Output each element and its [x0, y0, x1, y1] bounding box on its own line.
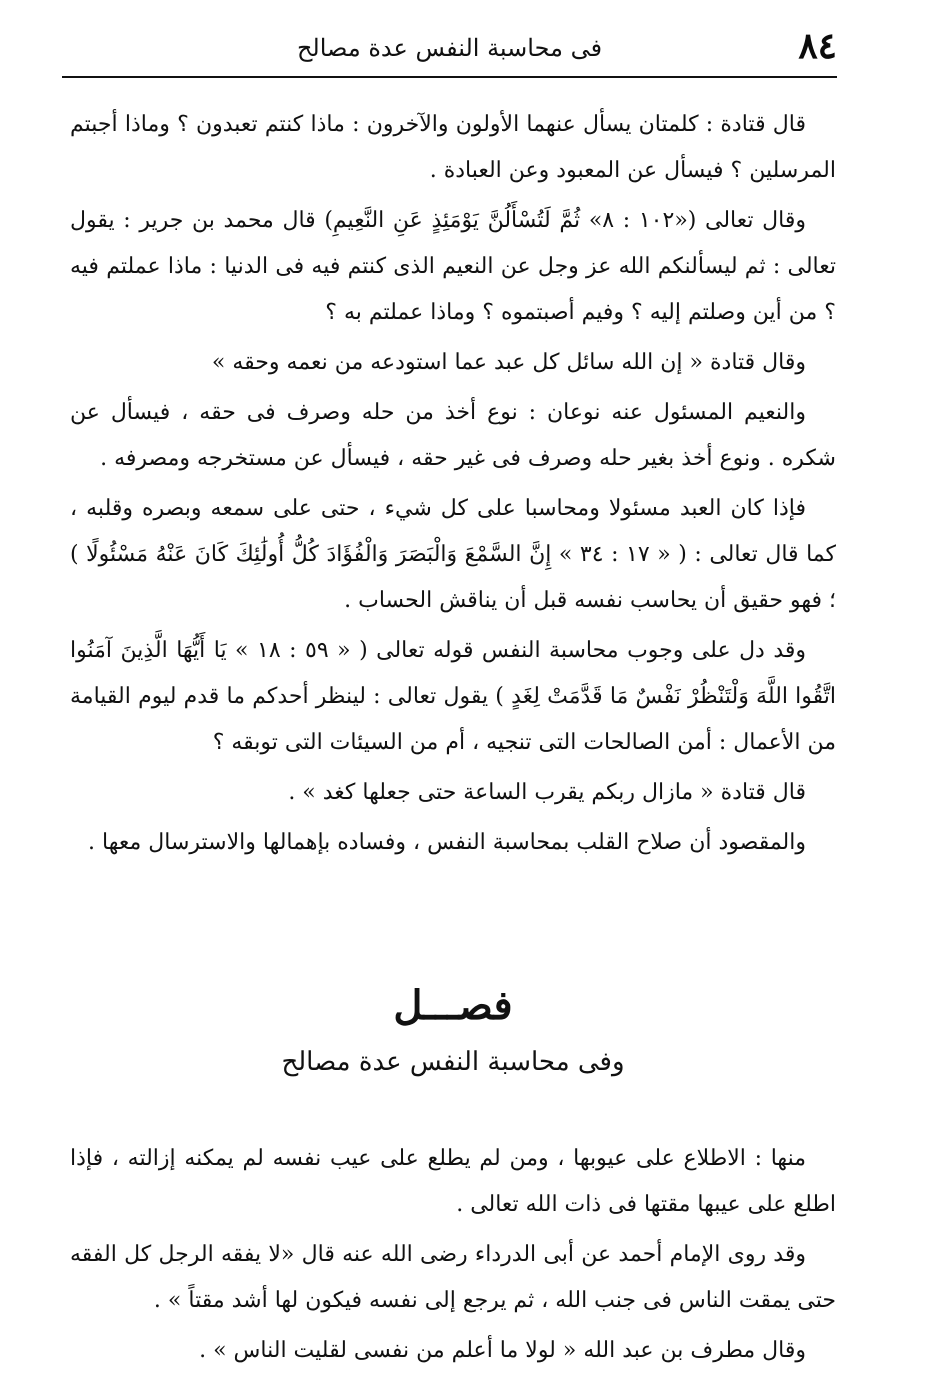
paragraph-uyub: منها : الاطلاع على عيوبها ، ومن لم يطلع على عيب نفسه لم يمكنه إزالته ، فإذا اطلع على عيبها مقتها فى ذات الله تعالى .: [70, 1146, 836, 1217]
paragraph-verse-nain: وقال تعالى («١٠٢ : ٨» ثُمَّ لَتُسْأَلُنَّ يَوْمَئِذٍ عَنِ النَّعِيمِ) قال محمد بن جرير : يقول تعالى : ثم ليسألنكم الله عز وجل عن النعيم الذى كنتم فيه فى الدنيا : ماذا عملتم فيه ؟ من أين وصلتم إليه ؟ وفيم أصبتموه ؟ وماذا عملتم به ؟: [70, 208, 836, 325]
page-header: [62, 22, 837, 78]
paragraph-two-kinds: والنعيم المسئول عنه نوعان : نوع أخذ من حله وصرف فى حقه ، فيسأل عن شكره . ونوع أخذ بغير حله وصرف فى غير حقه ، فيسأل عن مستخرجه ومصرفه .: [70, 400, 836, 471]
paragraph-maqsud: والمقصود أن صلاح القلب بمحاسبة النفس ، وفساده بإهمالها والاسترسال معها .: [88, 830, 806, 855]
paragraph-qatada-two-words: قال قتادة : كلمتان يسأل عنهما الأولون والآخرون : ماذا كنتم تعبدون ؟ وماذا أجبتم المرسلين ؟ فيسأل عن المعبود وعن العبادة .: [70, 112, 836, 183]
section-subtitle: وفى محاسبة النفس عدة مصالح: [281, 1047, 625, 1077]
paragraph-abu-darda: وقد روى الإمام أحمد عن أبى الدرداء رضى الله عنه قال «لا يفقه الرجل كل الفقه حتى يمقت الناس فى جنب الله ، ثم يرجع إلى نفسه فيكون لها أشد مقتاً » .: [70, 1242, 836, 1313]
section-heading: [70, 982, 836, 1080]
running-title: فى محاسبة النفس عدة مصالح: [296, 34, 603, 62]
main-text-block: [70, 102, 836, 870]
paragraph-qatada-saah: قال قتادة « مازال ربكم يقرب الساعة حتى جعلها كغد » .: [288, 780, 806, 805]
section-title: فصـــل: [393, 982, 513, 1029]
paragraph-verse-ghad: وقد دل على وجوب محاسبة النفس قوله تعالى ( « ٥٩ : ١٨ » يَا أَيُّهَا الَّذِينَ آمَنُوا اتَّقُوا اللَّهَ وَلْتَنْظُرْ نَفْسٌ مَا قَدَّمَتْ لِغَدٍ ) يقول تعالى : لينظر أحدكم ما قدم ليوم القيامة من الأعمال : أمن الصالحات التى تنجيه ، أم من السيئات التى توبقه ؟: [70, 638, 836, 755]
paragraph-qatada-sail: وقال قتادة « إن الله سائل كل عبد عما استودعه من نعمه وحقه »: [211, 350, 806, 375]
page-number: ٨٤: [798, 25, 837, 67]
section-text-block: [70, 1136, 836, 1378]
paragraph-verse-sam: فإذا كان العبد مسئولا ومحاسبا على كل شيء ، حتى على سمعه وبصره وقلبه ، كما قال تعالى : ( « ١٧ : ٣٤ » إِنَّ السَّمْعَ وَالْبَصَرَ وَالْفُؤَادَ كُلُّ أُولَٰئِكَ كَانَ عَنْهُ مَسْئُولًا ) ؛ فهو حقيق أن يحاسب نفسه قبل أن يناقش الحساب .: [70, 496, 836, 613]
paragraph-mutarrif: وقال مطرف بن عبد الله « لولا ما أعلم من نفسى لقليت الناس » .: [199, 1338, 806, 1363]
header-divider: [62, 76, 837, 78]
